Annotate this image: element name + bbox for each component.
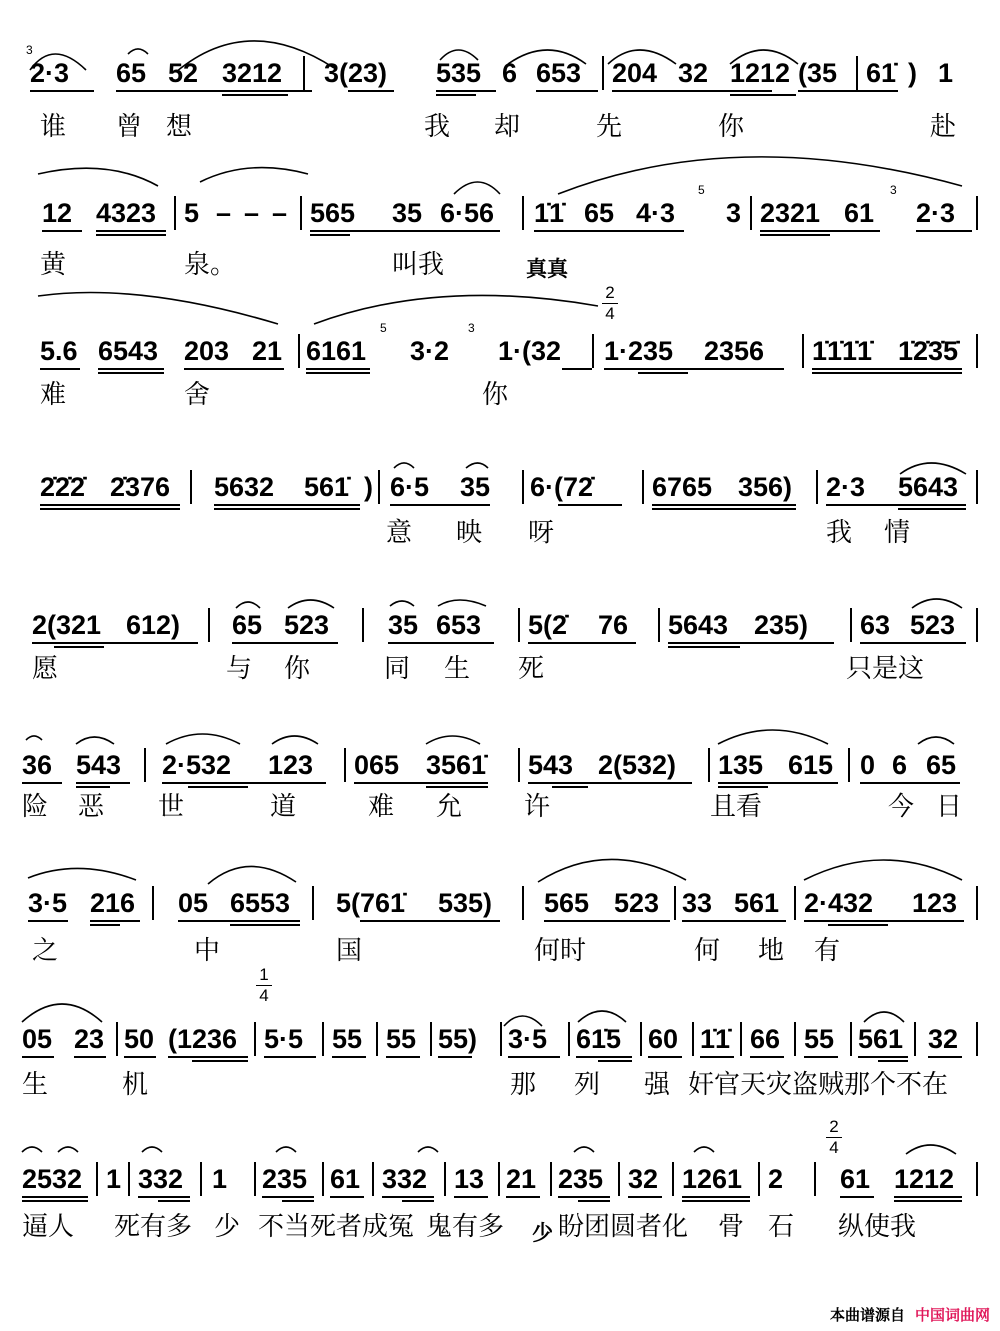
lyric: 机 [122,1070,149,1100]
bar-line [750,196,752,230]
bar-line [322,1162,324,1196]
lyric: 真真 [526,257,568,281]
lyric: 曾 [116,112,143,142]
bar-line [190,470,192,504]
lyric: 那 [510,1070,537,1100]
note-group: 612) [126,610,181,640]
bar-line [200,1162,202,1196]
note-group: 235 [558,1164,604,1194]
note-group: 523 [910,610,956,640]
note-group: 523 [284,610,330,640]
note-group: 4323 [96,198,157,228]
lyric: 逼人 [22,1212,75,1242]
note-group: 63 [860,610,891,640]
bar-line [856,56,858,90]
note-group: (35 [798,58,838,88]
lyric: 少 [214,1212,241,1242]
lyric: 愿 [32,654,59,684]
lyric: 奸官天灾盗贼那个不在 [688,1070,949,1100]
note-group: 55 [332,1024,363,1054]
lyric-row [18,1070,982,1106]
slur-layer [18,966,982,1026]
bar-line [674,886,676,920]
system-2 [18,164,982,284]
bar-line [602,56,604,90]
lyric: 难 [368,792,395,822]
lyric: 先 [596,112,623,142]
bar-line [976,196,978,230]
note-group: 561 [734,888,780,918]
lyric: 我 [826,518,853,548]
note-group: (1236 [168,1024,238,1054]
note-group: 65 [116,58,147,88]
lyric: 鬼有多 [426,1212,505,1242]
note-group: 36 [22,750,53,780]
bar-line [498,1162,500,1196]
lyric: 黄 [40,250,67,280]
bar-line [814,1162,816,1196]
bar-line [692,1022,694,1056]
note-group: 1·235 [604,336,674,366]
bar-line [522,470,524,504]
note-group: 216 [90,888,136,918]
note-group: 6161 [306,336,367,366]
lyric: 映 [456,518,483,548]
bar-line [500,1022,502,1056]
note-group: – [244,198,260,228]
lyric: 却 [494,112,521,142]
note-group: 13 [454,1164,485,1194]
note-group: 5.6 [40,336,78,366]
bar-line [322,1022,324,1056]
note-group: 3561̇ [426,750,487,780]
bar-line [758,1162,760,1196]
note-group: 653 [536,58,582,88]
bar-line [816,470,818,504]
note-group: – [272,198,288,228]
note-group: 5 [184,198,200,228]
bar-line [303,56,305,90]
note-group: 3 [726,198,742,228]
bar-line [96,1162,98,1196]
note-group: 6543 [98,336,159,366]
lyric: 许 [524,792,551,822]
note-group: 50 [124,1024,155,1054]
lyric: 叫我 [392,250,445,280]
note-group: 203 [184,336,230,366]
lyric: 石 [768,1212,795,1242]
note-group: 3212 [222,58,283,88]
bar-line [642,470,644,504]
notation-row [18,321,982,372]
note-group: 05 [22,1024,53,1054]
note-group: 6·(72̇ [530,472,594,502]
note-group: 32 [678,58,709,88]
note-group: 12 [42,198,73,228]
note-group: ) [364,472,373,502]
note-group: 235 [262,1164,308,1194]
note-group: 561 [858,1024,904,1054]
lyric: 骨 [718,1212,745,1242]
lyric: 国 [336,936,363,966]
note-group: 2 [768,1164,784,1194]
bar-line [568,1022,570,1056]
bar-line [254,1162,256,1196]
note-group: 1̇2̇3̇5̇ [898,336,959,366]
note-group: 3·5 [508,1024,548,1054]
lyric: 之 [32,936,59,966]
lyric: 生 [444,654,471,684]
bar-line [976,886,978,920]
bar-line [518,748,520,782]
note-group: 5643 [898,472,959,502]
note-group: 4·3 [636,198,676,228]
bar-line [144,748,146,782]
note-group: 2̇376 [110,472,171,502]
bar-line [362,608,364,642]
system-4 [18,456,982,556]
note-group: 60 [648,1024,679,1054]
grace-note: 5 [380,321,387,335]
note-group: 2·432 [804,888,874,918]
bar-line [672,1162,674,1196]
note-group: 5632 [214,472,275,502]
note-group: 65 [584,198,615,228]
note-group: 535 [436,58,482,88]
grace-note: 3 [890,183,897,197]
note-group: 543 [528,750,574,780]
lyric: 泉。 [184,250,237,280]
bar-line [174,196,176,230]
note-group: 653 [436,610,482,640]
note-group: 65 [926,750,957,780]
bar-line [794,886,796,920]
lyric: 情 [884,518,911,548]
lyric-row [18,112,982,148]
note-group: 1 [938,58,954,88]
note-group: 1̇1̇ [534,198,565,228]
lyric: 中 [194,936,221,966]
notation-row [18,43,982,94]
system-3 [18,284,982,424]
bar-line [640,1022,642,1056]
note-group: 23 [74,1024,105,1054]
note-group: 3(23) [324,58,388,88]
bar-line [300,196,302,230]
bar-line [254,1022,256,1056]
lyric: 同 [384,654,411,684]
note-group: 2(532) [598,750,677,780]
note-group: 55 [386,1024,417,1054]
lyric: 纵使我 [838,1212,917,1242]
note-group: 543 [76,750,122,780]
notation-row [18,183,982,234]
note-group: 1·(32 [498,336,562,366]
bar-line [976,1162,978,1196]
lyric: 恶 [78,792,105,822]
lyric: 你 [718,112,745,142]
bar-line [850,1022,852,1056]
note-group: 52 [168,58,199,88]
note-group: ) [908,58,917,88]
lyric: 日 [936,792,963,822]
lyric: 谁 [40,112,67,142]
bar-line [152,886,154,920]
note-group: 065 [354,750,400,780]
note-group: 55 [804,1024,835,1054]
note-group: 2(321 [32,610,102,640]
bar-line [658,608,660,642]
bar-line [378,470,380,504]
note-group: 61̇ [866,58,897,88]
lyric-row [18,250,982,286]
bar-line [522,196,524,230]
note-group: 1̇1̇ [700,1024,731,1054]
note-group: 1212 [730,58,791,88]
bar-line [794,1022,796,1056]
time-signature: 2 4 [602,284,618,323]
bar-line [128,1162,130,1196]
triplet-mark: 3 [26,43,33,57]
lyric: 何时 [534,936,587,966]
note-group: 135 [718,750,764,780]
source-footer [830,1304,990,1325]
bar-line [914,1022,916,1056]
grace-note: 3 [468,321,475,335]
note-group: 535) [438,888,493,918]
bar-line [522,886,524,920]
site-name-link[interactable]: 中国词曲网 [914,1306,990,1324]
lyric: 允 [436,792,463,822]
note-group: 35 [392,198,423,228]
note-group: 32 [628,1164,659,1194]
bar-line [618,1162,620,1196]
bar-line [976,334,978,368]
notation-row [18,884,982,924]
bar-line [592,334,594,368]
lyric-row [18,518,982,554]
bar-line [376,1022,378,1056]
note-group: 6 [502,58,518,88]
note-group: 61 [844,198,875,228]
note-group: 5(761̇ [336,888,406,918]
note-group: 204 [612,58,658,88]
bar-line [850,608,852,642]
note-group: 1̇1̇1̇1̇ [812,336,873,366]
note-group: 561̇ [304,472,350,502]
note-group: 1261 [682,1164,743,1194]
lyric: 不当死者成冤 [258,1212,415,1242]
note-group: 2532 [22,1164,83,1194]
lyric: 世 [158,792,185,822]
system-6 [18,730,982,830]
grace-note: 5 [698,183,705,197]
bar-line [802,334,804,368]
note-group: 1212 [894,1164,955,1194]
note-group: 615 [788,750,834,780]
lyric: 有 [814,936,841,966]
lyric: 地 [758,936,785,966]
note-group: 05 [178,888,209,918]
notation-row [18,746,982,786]
lyric: 与 [226,654,253,684]
note-group: 1 [106,1164,122,1194]
bar-line [116,1022,118,1056]
lyric: 难 [40,380,67,410]
lyric: 今 [888,792,915,822]
note-group: 6·56 [440,198,495,228]
note-group: 1 [212,1164,228,1194]
bar-line [976,608,978,642]
lyric: 强 [644,1070,671,1100]
lyric: 你 [284,654,311,684]
lyric: 盼团圆者化 [558,1212,689,1242]
note-group: 61 [840,1164,871,1194]
bar-line [208,608,210,642]
note-group: 565 [310,198,356,228]
bar-line [740,1022,742,1056]
note-group: 332 [382,1164,428,1194]
note-group: 33 [682,888,713,918]
note-group: 2·3 [30,58,70,88]
time-signature: 2 4 [826,1118,842,1157]
bar-line [430,1022,432,1056]
lyric: 少 [532,1221,553,1245]
system-5 [18,594,982,694]
note-group: 21 [506,1164,537,1194]
system-7 [18,856,982,976]
note-group: 5(2̇ [528,610,568,640]
system-8 [18,966,982,1106]
system-1 [18,40,982,150]
note-group: 32 [928,1024,959,1054]
note-group: 66 [750,1024,781,1054]
bar-line [312,886,314,920]
note-group: 5·5 [264,1024,304,1054]
lyric: 你 [482,380,509,410]
note-group: 5643 [668,610,729,640]
lyric-row [18,654,982,690]
note-group: 2̇2̇2̇ [40,472,86,502]
note-group: 6 [892,750,908,780]
lyric: 我 [424,112,451,142]
lyric: 何 [694,936,721,966]
bar-line [372,1162,374,1196]
note-group: 55) [438,1024,478,1054]
lyric: 险 [22,792,49,822]
note-group: 61̇5 [576,1024,622,1054]
lyric-row [18,1212,982,1248]
note-group: 332 [138,1164,184,1194]
lyric: 生 [22,1070,49,1100]
bar-line [444,1162,446,1196]
note-group: 2·3 [826,472,866,502]
note-group: 2·3 [916,198,956,228]
note-group: 35 [460,472,491,502]
note-group: 21 [252,336,283,366]
lyric: 死 [518,654,545,684]
lyric: 呀 [528,518,555,548]
lyric: 舍 [184,380,211,410]
note-group: 3·5 [28,888,68,918]
bar-line [976,1022,978,1056]
lyric: 死有多 [114,1212,193,1242]
note-group: 3·2 [410,336,450,366]
note-group: 565 [544,888,590,918]
notation-row [18,606,982,646]
bar-line [848,748,850,782]
lyric: 想 [166,112,193,142]
bar-line [708,748,710,782]
bar-line [518,608,520,642]
system-9 [18,1118,982,1258]
lyric: 赴 [930,112,957,142]
note-group: 2·532 [162,750,232,780]
note-group: 235) [754,610,809,640]
lyric-row [18,792,982,828]
notation-row [18,1160,982,1200]
note-group: 6765 [652,472,713,502]
note-group: 123 [912,888,958,918]
bar-line [298,334,300,368]
note-group: 65 [232,610,263,640]
note-group: 6·5 [390,472,430,502]
lyric: 道 [270,792,297,822]
notation-row [18,468,982,508]
lyric: 列 [574,1070,601,1100]
time-signature: 1 4 [256,966,272,1005]
note-group: 6553 [230,888,291,918]
lyric: 意 [386,518,413,548]
note-group: 123 [268,750,314,780]
note-group: 523 [614,888,660,918]
lyric: 且看 [710,792,763,822]
bar-line [550,1162,552,1196]
lyric-row [18,380,982,416]
bar-line [976,470,978,504]
note-group: 35 [388,610,419,640]
note-group: 2356 [704,336,765,366]
bar-line [344,748,346,782]
notation-row [18,1020,982,1060]
note-group: – [216,198,232,228]
note-group: 0 [860,750,876,780]
note-group: 61 [330,1164,361,1194]
note-group: 76 [598,610,629,640]
source-label: 本曲谱源自 [829,1306,905,1324]
note-group: 356) [738,472,793,502]
lyric: 只是这 [846,654,925,684]
note-group: 2321 [760,198,821,228]
